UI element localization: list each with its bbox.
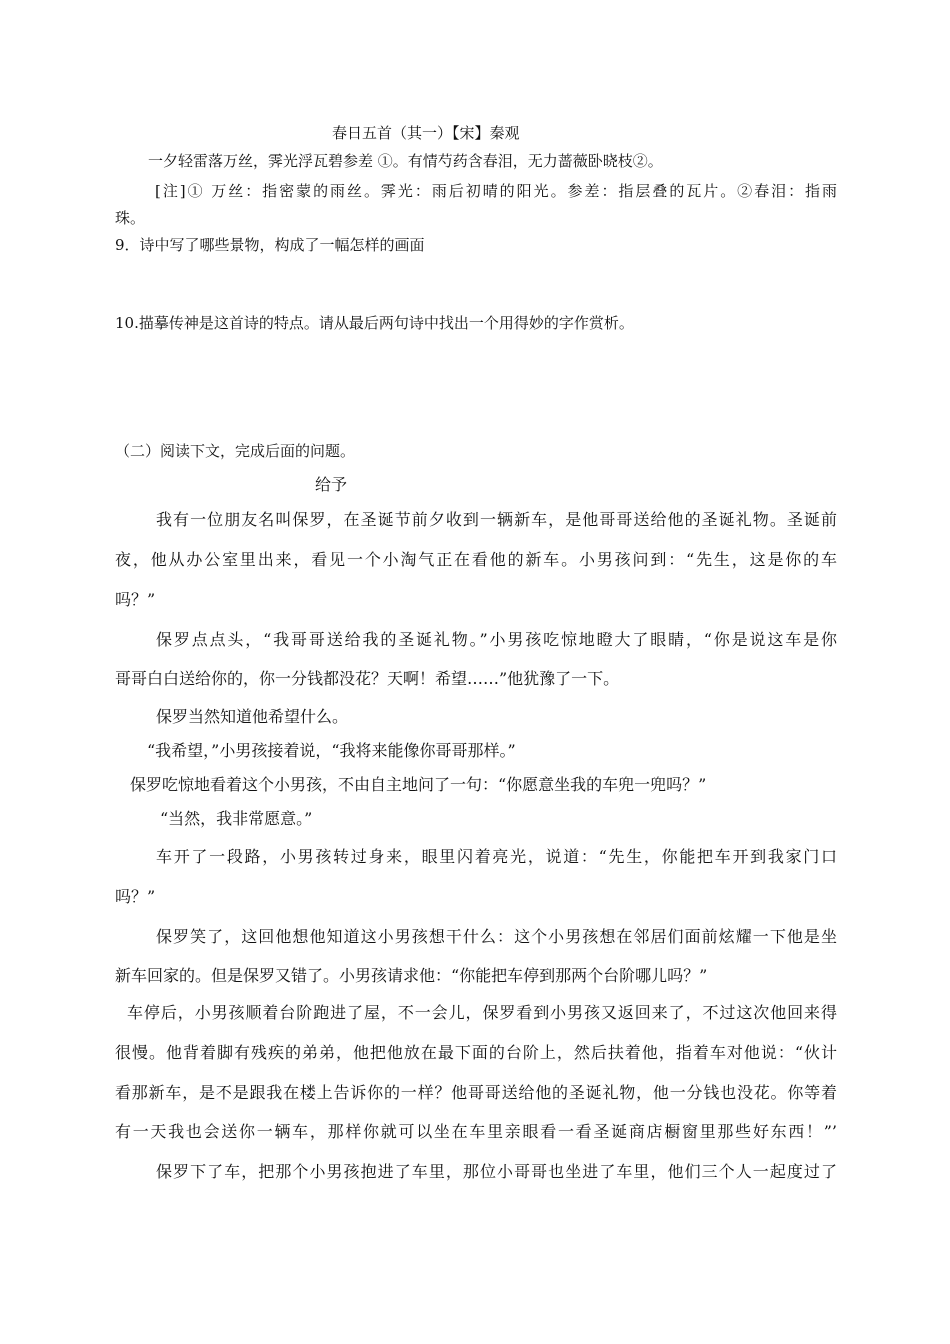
passage-line: 车停后，小男孩顺着台阶跑进了屋，不一会儿，保罗看到小男孩又返回来了，不过这次他回来得 [127, 1003, 837, 1022]
passage-line: 看那新车，是不是跟我在楼上告诉你的一样？他哥哥送给他的圣诞礼物，他一分钱也没花。你等着 [115, 1083, 837, 1102]
passage-line: 夜，他从办公室里出来，看见一个小淘气正在看他的新车。小男孩问到：“先生，这是你的车 [115, 550, 837, 569]
passage-line: 有一天我也会送你一辆车，那样你就可以坐在车里亲眼看一看圣诞商店橱窗里那些好东西！”’ [115, 1122, 837, 1141]
passage-line: 保罗点点头，“我哥哥送给我的圣诞礼物。”小男孩吃惊地瞪大了眼睛，“你是说这车是你 [156, 630, 837, 649]
passage-line: 保罗当然知道他希望什么。 [156, 707, 349, 726]
question-10: 10.描摹传神是这首诗的特点。请从最后两句诗中找出一个用得妙的字作赏析。 [115, 314, 634, 332]
poem-note-line1: [注]① 万丝：指密蒙的雨丝。霁光：雨后初晴的阳光。参差：指层叠的瓦片。②春泪：指雨 [155, 182, 837, 200]
passage-line: “我希望，”小男孩接着说，“我将来能像你哥哥那样。” [147, 741, 516, 760]
passage-line: “当然，我非常愿意。” [160, 809, 313, 828]
passage-line: 车开了一段路，小男孩转过身来，眼里闪着亮光，说道：“先生，你能把车开到我家门口 [156, 847, 837, 866]
question-9: 9．诗中写了哪些景物，构成了一幅怎样的画面 [115, 236, 425, 254]
passage-line: 新车回家的。但是保罗又错了。小男孩请求他：“你能把车停到那两个台阶哪儿吗？” [115, 966, 708, 985]
passage-title: 给予 [315, 475, 348, 494]
poem-note-line2: 珠。 [115, 209, 146, 227]
poem-title: 春日五首（其一）【宋】秦观 [332, 124, 520, 142]
passage-line: 吗？” [115, 590, 156, 609]
passage-line: 吗？” [115, 887, 156, 906]
passage-line: 很慢。他背着脚有残疾的弟弟，他把他放在最下面的台阶上，然后扶着他，指着车对他说：“伙计 [115, 1043, 837, 1062]
passage-line: 保罗笑了，这回他想他知道这小男孩想干什么：这个小男孩想在邻居们面前炫耀一下他是坐 [156, 927, 837, 946]
passage-line: 哥哥白白送给你的，你一分钱都没花？天啊！希望……”他犹豫了一下。 [115, 669, 620, 688]
passage-line: 保罗吃惊地看着这个小男孩，不由自主地问了一句：“你愿意坐我的车兜一兜吗？” [130, 775, 707, 794]
section-intro: （二）阅读下文，完成后面的问题。 [115, 442, 356, 460]
passage-line: 保罗下了车，把那个小男孩抱进了车里，那位小哥哥也坐进了车里，他们三个人一起度过了 [156, 1162, 837, 1181]
passage-line: 我有一位朋友名叫保罗，在圣诞节前夕收到一辆新车，是他哥哥送给他的圣诞礼物。圣诞前 [156, 510, 837, 529]
poem-lines: 一夕轻雷落万丝，霁光浮瓦碧参差 ①。有情芍药含春泪，无力蔷薇卧晓枝②。 [148, 152, 663, 170]
